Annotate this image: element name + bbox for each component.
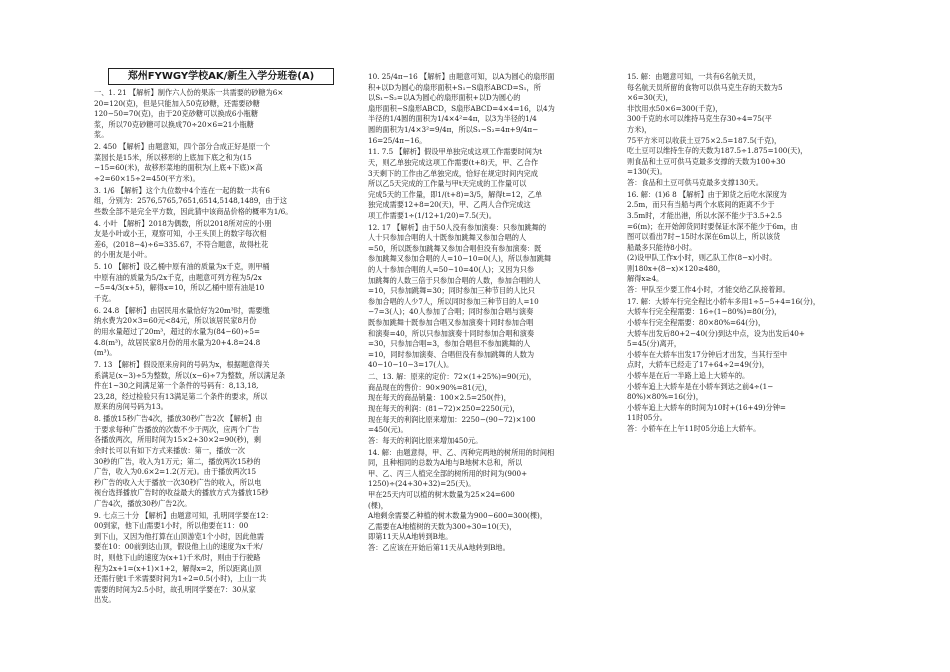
answer-line: 16. 解：(1)6 8 【解析】由于卸货之后吃水深度为 (627, 189, 787, 199)
answer-item (94, 142, 334, 184)
answer-item (94, 262, 334, 304)
answer-line: 需要的时间为2.5小时，故孔明同学要在7：30从家 (94, 584, 256, 594)
answer-line: 各播放两次，所用时间为15×2+30×2=90(秒)，剩 (94, 435, 261, 445)
answer-line: 积+以D为圆心的扇形面积+S₁−S扇形ABCD=S₁，所 (368, 82, 541, 92)
answer-line: 千克。 (94, 294, 116, 304)
answer-line: 12. 17 【解析】由于50人没有参加演奏：只参加跳舞的 (368, 222, 547, 232)
answer-line: 图可以看出7时~15时水深在6m以上，所以该货 (627, 232, 781, 242)
answer-line: 23,28，经过检验只有13满足第二个条件的要求，所以 (94, 391, 268, 401)
answer-item (368, 372, 608, 446)
page-title: 郑州FYWGY学校AK/新生入学分班卷(A) (108, 68, 334, 85)
column-middle (368, 72, 608, 555)
answer-line: −5=4/3(x+5)，解得x=10，所以乙桶中原有油是10 (94, 283, 265, 293)
answer-line: 现在每天的利润：(81−72)×250=2250(元)， (368, 403, 520, 413)
answer-item (94, 88, 334, 141)
answer-line: 3天剩下的工作由乙单独完成，恰好在规定时间内完成 (368, 168, 538, 178)
answer-line: 一、1. 21 【解析】制作六人份的果冻一共需要的砂糖为6× (94, 88, 284, 97)
answer-line: 7. 13 【解析】假设原来房间的号码为x，根据题意得关 (94, 359, 270, 369)
answer-line: 6. 24.8 【解析】由居民用水量恰好为20m³时，需要缴 (94, 305, 270, 315)
answer-line: 小轿车追上大轿车的时间为10时+(16+49)分钟= (627, 402, 786, 412)
answer-line: =10，只参加跳舞=30；同时参加三种节目的人比只 (368, 286, 535, 296)
answer-line: =10，同时参加演奏、合唱但没有参加跳舞的人数为 (368, 349, 535, 359)
answer-line: 浆。 (94, 130, 109, 140)
answer-line: 75平方米可以收获土豆75×2.5=187.5(千克)， (627, 135, 782, 145)
answer-line: 20=120(克)，但是只能加入50克砂糖，还需要砂糖 (94, 98, 260, 108)
answer-line: 小轿车追上大轿车是在小轿车到达之前4÷(1− (627, 381, 774, 391)
answer-line: =50，所以既参加跳舞又参加合唱但没有参加演奏：既 (368, 243, 542, 253)
answer-line: 120−50=70(克)，由于20克砂糖可以换成6小瓶糖 (94, 109, 259, 119)
answer-line: 16=25/4π−16。 (368, 135, 427, 145)
answer-line: 菜园长是15米，所以移形的上底加下底之和为(15 (94, 152, 252, 162)
answer-line: 2.5m，而只有当船与两个水底间的距离不少于 (627, 200, 775, 210)
answer-item (368, 223, 608, 371)
answer-line: 300千克的水可以维持马克生存30÷4=75(平 (627, 114, 772, 124)
answer-line: 秒广告的收入大于播放一次30秒广告的收入，所以电 (94, 477, 262, 487)
answer-line: 参加跳舞又参加合唱的人=10−10=0(人)，所以参加跳舞 (368, 254, 552, 264)
answer-line: 的人十参加合唱的人=50−10=40(人)；又因为只参 (368, 265, 535, 275)
answer-line: (棵)， (368, 500, 388, 510)
answer-line: 方米)， (627, 124, 652, 134)
answer-line: 5. 10 【解析】设乙桶中原有油的质量为x千克，则甲桶 (94, 262, 270, 272)
answer-line: 大轿车出发后80+2−40(分)到达中点，设为出发后40+ (627, 328, 805, 338)
answer-line: 即第11天从A地转到B地。 (368, 532, 453, 542)
answer-line: 二、13. 解：原来的定价：72×(1+25%)=90(元)， (368, 372, 537, 382)
answer-line: =6(m)；在开始卸货同时要保证水深不能少于6m，由 (627, 221, 798, 231)
answer-list-middle (368, 72, 608, 553)
answer-line: 00到家，他下山需要1小时，所以他要在11：00 (94, 521, 249, 531)
answer-line: 40−10−10−3=17(人)。 (368, 360, 454, 370)
answer-line: (m³)。 (94, 348, 117, 358)
answer-item (368, 448, 608, 554)
answer-line: 答：乙应该在开始后第11天从A地转到B地。 (368, 542, 510, 552)
answer-list-left (94, 88, 334, 606)
answer-line: 人十只参加合唱的人十既参加跳舞又参加合唱的人 (368, 233, 527, 243)
answer-line: 程为2x+1=(x+1)×1+2，解得x=2，所以距离山顶 (94, 563, 262, 573)
answer-item (94, 219, 334, 261)
answer-line: 纳水费为20×3=60元<84元，所以该居民家8月份 (94, 316, 257, 326)
answer-line: 3. 1/6 【解析】这个九位数中4个连在一起的数一共有6 (94, 185, 270, 195)
answer-item (368, 72, 608, 146)
answer-line: 解得x≥4。 (627, 274, 664, 284)
answer-line: 同，且种相同的总数为A地与B地树木总和，所以 (368, 458, 523, 468)
answer-line: 出发。 (94, 595, 116, 605)
answer-line: 甲、乙、丙三人植完全部的树所用的时间为(900+ (368, 468, 528, 478)
answer-item (94, 306, 334, 359)
answer-line: −15=60(米)，故移形菜地的面积为(上底+下底)×高 (94, 163, 263, 173)
column-left (94, 68, 334, 607)
answer-line: 大轿车行完全程需要：16÷(1−80%)=80(分)， (627, 307, 782, 317)
answer-line: 11. 7.5 【解析】假设甲单独完成这项工作需要时间为t (368, 147, 543, 157)
answer-line: 5=45(分)离开， (627, 339, 682, 349)
answer-line: 以S₁−S₂=以A为圆心的扇形面积+以D为圆心的 (368, 93, 521, 103)
answer-line: 时，则他下山的速度为(x+1)千米/时，则由于行驶路 (94, 553, 261, 563)
answer-line: 点时，大轿车已经走了17+64÷2=49(分)， (627, 360, 769, 370)
answer-item (94, 414, 334, 509)
answer-item (627, 190, 867, 296)
answer-line: 余时长可以有如下方式来播放：第一，播放一次 (94, 445, 245, 455)
answer-line: 广告，收入为0.6×2=1.2(万元)。由于播放两次15 (94, 467, 257, 477)
answer-line: 答：小轿车在上午11时05分追上大轿车。 (627, 423, 761, 433)
answer-line: 系满足(x−3)÷5为整数，所以(x−6)÷7为整数，所以满足条 (94, 370, 286, 380)
answer-line: 小轿车行完全程需要：80×80%=64(分)， (627, 318, 766, 328)
answer-line: A地剩余需要乙种植的树木数量为900−600=300(棵)， (368, 511, 548, 521)
answer-item (627, 72, 867, 189)
answer-line: 船最多只能待8小时。 (627, 242, 697, 252)
answer-line: 4. 小叶 【解析】2018为偶数，所以2018所对应的小朋 (94, 218, 272, 228)
answer-line: 既参加跳舞十既参加合唱又参加演奏十同时参加合唱 (368, 318, 534, 328)
answer-line: 小轿车是在后一半路上追上大轿车的。 (627, 371, 750, 380)
answer-line: 10. 25/4π−16 【解析】由题意可知，以A为圆心的扇形面 (368, 72, 555, 81)
answer-line: 项工作需要1÷(1/12+1/20)=7.5(天)。 (368, 210, 496, 220)
answer-line: 和演奏=40，所以只参加演奏十同时参加合唱和演奏 (368, 328, 535, 338)
answer-line: 友是小叶或小王，观察可知，小王头顶上的数字每次相 (94, 229, 267, 239)
answer-line: 则180x+(8−x)×120≥480， (627, 263, 725, 273)
answer-line: 乙需要在A地植树的天数为300÷30=10(天)， (368, 521, 517, 531)
answer-line: 于要求每种广告播放的次数不少于两次，应两个广告 (94, 424, 260, 434)
answer-line: 30秒的广告，收入为1万元；第二，播放两次15秒的 (94, 456, 261, 466)
answer-line: 答：甲队至少要工作4小时，才能交给乙队接着卸。 (627, 285, 790, 295)
answer-line: 还需行驶1千米需要时间为1÷2=0.5(小时)，上山一共 (94, 574, 267, 584)
answer-line: 广告4次，播放30秒广告2次。 (94, 498, 192, 508)
answer-line: 17. 解：大轿车行完全程比小轿车多用1÷5−5+4=16(分)， (627, 296, 821, 306)
answer-line: 现在每天的利润比原来增加：2250−(90−72)×100 (368, 414, 536, 424)
answer-line: =30，只参加合唱=3，参加合唱但不参加跳舞的人 (368, 339, 531, 349)
answer-line: 答：食品和土豆可供马克最多支撑130天。 (627, 177, 763, 187)
answer-line: 到下山，又因为他打算在山顶游览1个小时，因此他需 (94, 531, 264, 541)
answer-line: 组，分别为：2576,5765,7651,6514,5148,1489，由于这 (94, 196, 288, 206)
answer-line: 则食品和土豆可供马克最多支撑的天数为100+30 (627, 156, 786, 166)
answer-line: 半径的1/4圆的面积为1/4×4²=4π，以3为半径的1/4 (368, 114, 537, 124)
answer-line: 浆，所以70克砂糖可以换成70÷20×6=21小瓶糖 (94, 119, 254, 129)
answer-line: 2. 450 【解析】由题意知，四个部分合成正好是原一个 (94, 142, 271, 152)
answer-line: 非饮用水50×6=300(千克)， (627, 103, 723, 113)
answer-line: 原来的房间号码为13。 (94, 402, 168, 412)
answer-list-right (627, 72, 867, 435)
answer-line: =450(元)。 (368, 425, 408, 435)
answer-line: 参加合唱的人少7人，所以同时参加三种节目的人=10 (368, 296, 539, 306)
answer-line: −7=3(人)；40人参加了合唱；同时参加合唱与演奏 (368, 307, 534, 317)
answer-line: 15. 解：由题意可知，一共有6名航天员， (627, 72, 761, 81)
answer-line: 件在1~30之间满足第一个条件的号码有：8,13,18, (94, 381, 259, 391)
answer-item (94, 186, 334, 218)
answer-line: 中原有油的质量为5/2x千克，由题意可列方程为5/2x (94, 272, 262, 282)
answer-line: (2)设甲队工作x小时，则乙队工作(8−x)小时。 (627, 253, 777, 263)
answer-line: 视台选择播放广告时的收益最大的播放方式为播放15秒 (94, 488, 269, 498)
answer-line: 3.5m时，才能出港，所以水深不能少于3.5+2.5 (627, 210, 782, 220)
answer-line: 80%)×80%=16(分)， (627, 392, 703, 402)
answer-line: 要在10：00前到达山顶，假设他上山的速度为x千米/ (94, 542, 263, 552)
column-right (627, 72, 867, 436)
answer-item (94, 511, 334, 606)
answer-line: 的用水量超过了20m³，超过的水量为(84−60)÷5= (94, 327, 261, 336)
answer-line: 4.8(m³)，故居民家8月份的用水量为20+4.8=24.8 (94, 337, 261, 347)
answer-line: 答：每天的利润比原来增加450元。 (368, 435, 483, 445)
answer-line: 8. 播放15秒广告4次，播放30秒广告2次 【解析】由 (94, 414, 263, 424)
answer-line: 9. 七点三十分 【解析】由题意可知，孔明同学要在12： (94, 510, 273, 520)
answer-line: 小轿车在大轿车出发17分钟后才出发，当其行至中 (627, 349, 788, 359)
answer-line: 1250)÷(24+30+32)=25(天)。 (368, 479, 476, 489)
answer-line: 甲在25天内可以植的树木数量为25×24=600 (368, 489, 515, 499)
answer-line: 圆的面积为1/4×3²=9/4π，所以S₁−S₂=4π+9/4π− (368, 124, 539, 134)
answer-line: 差6，(2018−4)÷6=335.67，不符合题意，故得杜花 (94, 239, 269, 249)
answer-item (368, 147, 608, 221)
answer-line: 天，则乙单独完成这项工作需要(t+8)天，甲、乙合作 (368, 157, 539, 167)
answer-line: 现在每天的商品销量：100×2.5=250(件)， (368, 393, 511, 403)
answer-line: 所以乙5天完成的工作量与甲t天完成的工作量可以 (368, 179, 527, 189)
answer-item (94, 360, 334, 413)
answer-line: 的小朋友是小叶。 (94, 250, 152, 260)
answer-line: ×6=30(天)， (627, 93, 673, 103)
answer-line: ÷2=60×15÷2=450(平方米)。 (94, 173, 200, 183)
answer-line: 每名航天员所留的食物可以供马克生存的天数为5 (627, 82, 783, 92)
answer-line: =130(天)。 (627, 167, 667, 177)
answer-item (627, 297, 867, 435)
answer-line: 14. 解：由题意得，甲、乙、丙种完两地的树所用的时间相 (368, 447, 555, 457)
answer-line: 些数全部不是完全平方数，因此猜中该商品价格的概率为1/6。 (94, 206, 293, 216)
answer-line: 11时05分。 (627, 413, 667, 423)
answer-line: 商品现在的售价：90×90%=81(元)， (368, 382, 492, 392)
answer-line: 完成5天的工作量，即1/(t+8)=3/5，解得t=12，乙单 (368, 189, 543, 199)
answer-line: 独完成需要12+8=20(天)，甲、乙两人合作完成这 (368, 200, 531, 210)
answer-line: 吃土豆可以维持生存的天数为187.5÷1.875=100(天)， (627, 146, 808, 156)
answer-line: 加跳舞的人数三倍于只参加合唱的人数，参加合唱的人 (368, 275, 541, 285)
answer-line: 扇形面积−S扇形ABCD，S扇形ABCD=4×4=16，以4为 (368, 103, 555, 113)
